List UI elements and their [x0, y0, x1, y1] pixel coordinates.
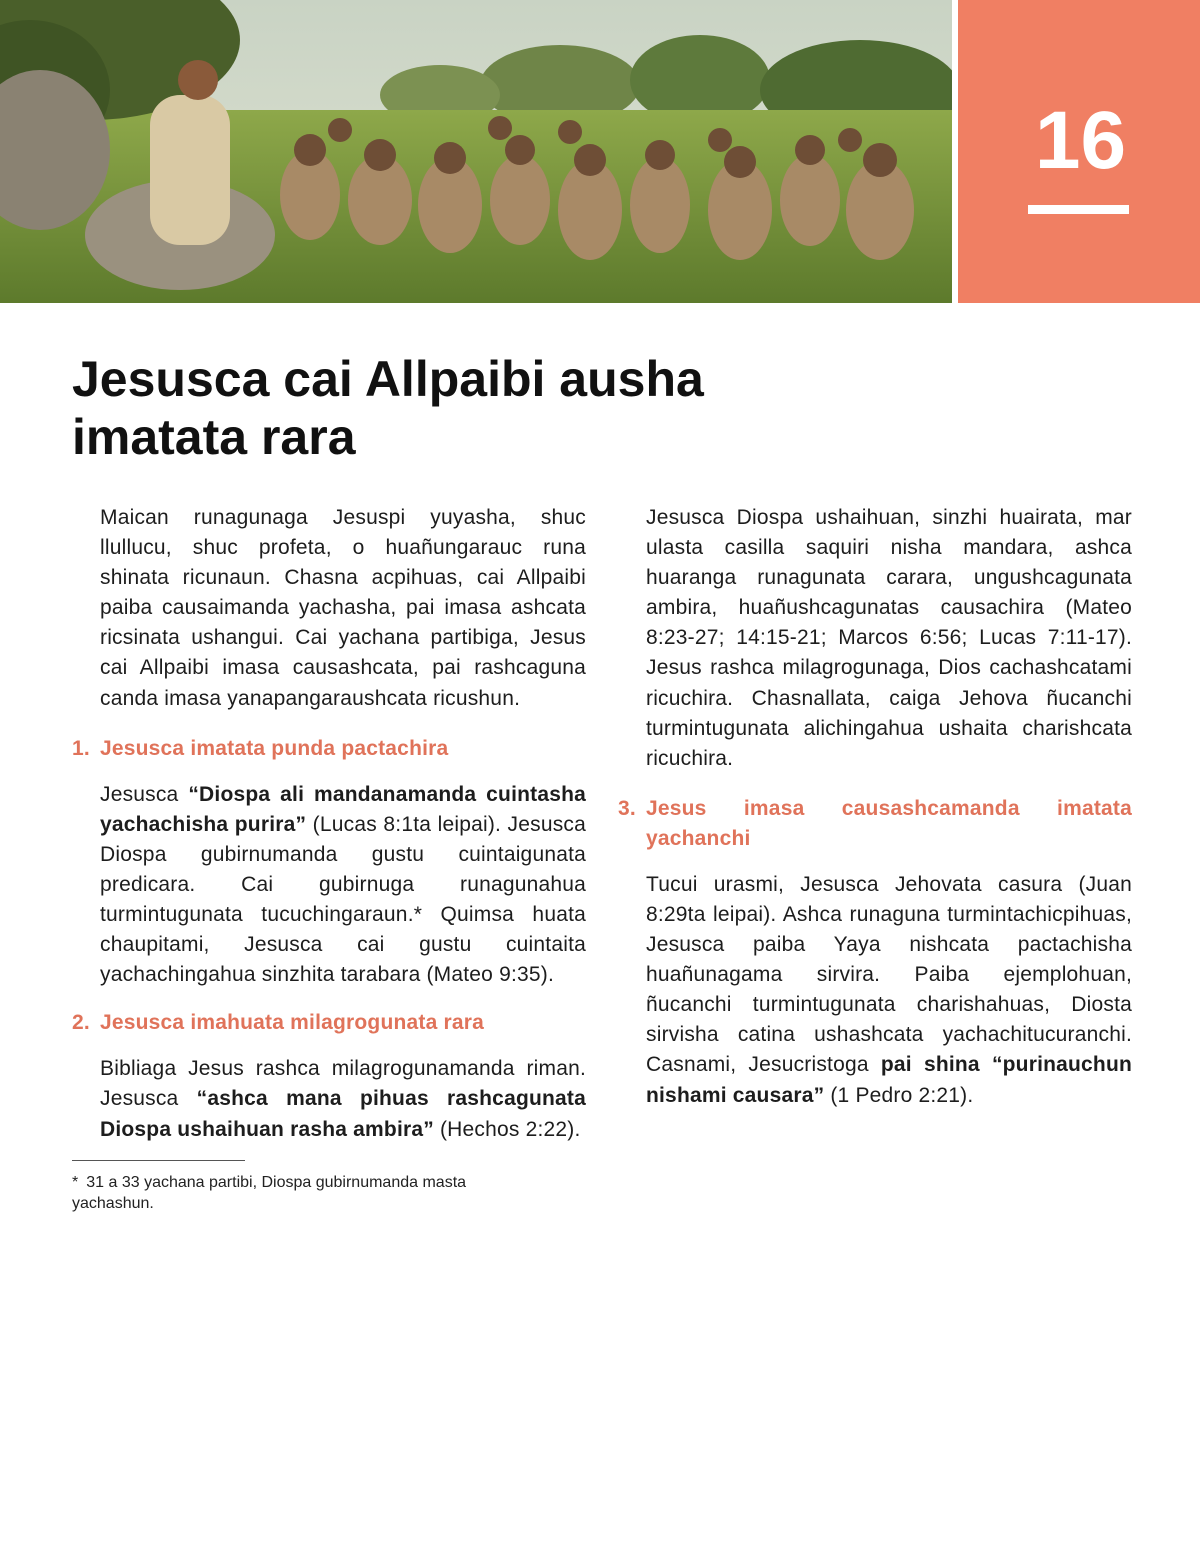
section-3-title: Jesus imasa causashcamanda imatata yachanchi	[646, 796, 1132, 850]
section-3-rest: (1 Pedro 2:21).	[824, 1083, 974, 1107]
section-1-number: 1.	[72, 736, 90, 760]
lesson-number-underline	[1028, 205, 1129, 214]
section-3-heading	[618, 794, 1132, 854]
page-title-line-1: Jesusca cai Allpaibi ausha	[72, 351, 704, 407]
intro-paragraph: Maican runagunaga Jesuspi yuyasha, shuc llullucu, shuc profeta, o huañungarauc runa shinata ricunaun. Chasna acpihuas, cai Allpaibi paiba causaimanda yachasha, pai imasa ashcata ricsinata ushangui. Cai yachana partibiga, Jesus cai Allpaibi imasa causashcata, pai rashcaguna canda imasa yanapangaraushcata ricushun.	[100, 506, 586, 710]
footnote-text: 31 a 33 yachana partibi, Diospa gubirnumanda masta yachashun.	[72, 1174, 467, 1212]
section-2-paragraph	[72, 1054, 586, 1144]
footnote	[72, 1172, 542, 1214]
right-column	[618, 503, 1132, 1111]
section-2-lead: Bibliaga Jesus rashca milagrogunamanda riman. Jesusca	[100, 1057, 586, 1111]
lesson-number: 16	[1034, 95, 1127, 186]
footnote-marker: *	[72, 1174, 79, 1191]
page-title	[72, 350, 872, 466]
section-1-title: Jesusca imatata punda pactachira	[100, 736, 449, 760]
section-3-number: 3.	[618, 796, 636, 820]
section-1-paragraph	[72, 780, 586, 991]
section-2-paragraph-cont	[618, 503, 1132, 774]
left-column	[72, 503, 586, 1145]
section-3-bold: pai shina “purinauchun nishami causara”	[646, 1053, 1133, 1107]
section-2-title: Jesusca imahuata milagrogunata rara	[100, 1011, 484, 1035]
section-2-number: 2.	[72, 1011, 90, 1035]
section-1-heading	[72, 734, 586, 764]
section-3-paragraph	[618, 870, 1132, 1111]
hero-photo	[0, 0, 952, 303]
section-1-lead: Jesusca	[100, 782, 189, 806]
section-2-heading	[72, 1008, 586, 1038]
page-title-line-2: imatata rara	[72, 409, 356, 465]
section-3-lead: Tucui urasmi, Jesusca Jehovata casura (Juan 8:29ta leipai). Ashca runaguna turmintachicpihuas, Jesusca paiba Yaya nishcata pactachisha huañunagama sirvira. Paiba ejemplohuan, ñucanchi turmintugunata charishahuas, Diosta sirvisha catina ushashcata yachachitucuranchi. Casnami, Jesucristoga	[646, 872, 1132, 1077]
footnote-divider	[72, 1160, 245, 1161]
section-1-bold: “Diospa ali mandanamanda cuintasha yachachisha purira”	[100, 782, 586, 836]
section-1-rest: (Lucas 8:1ta leipai). Jesusca Diospa gubirnumanda gustu cuintaigunata predicara. Cai gubirnuga runagunahua turmintugunata tucuchingaraun.* Quimsa huata chaupitami, Jesusca cai gustu cuintaita yachachingahua sinzhita tarabara (Mateo 9:35).	[100, 812, 586, 987]
section-2-bold: “ashca mana pihuas rashcagunata Diospa ushaihuan rasha ambira”	[100, 1087, 586, 1141]
lesson-number-box	[958, 0, 1200, 303]
section-2-rest: Jesusca Diospa ushaihuan, sinzhi huairata, mar ulasta casilla saquiri nisha mandara, ashca huaranga runagunata carara, ungushcagunata ambira, huañushcagunatas causachira (Mateo 8:23-27; 14:15-21; Marcos 6:56; Lucas 7:11-17). Jesus rashca milagrogunaga, Dios cachashcatami ricuchira. Chasnallata, caiga Jehova ñucanchi turmintugunata alichingahua ushaita charishcata ricuchira.	[646, 506, 1132, 770]
section-2-rest: (Hechos 2:22).	[433, 1117, 581, 1141]
